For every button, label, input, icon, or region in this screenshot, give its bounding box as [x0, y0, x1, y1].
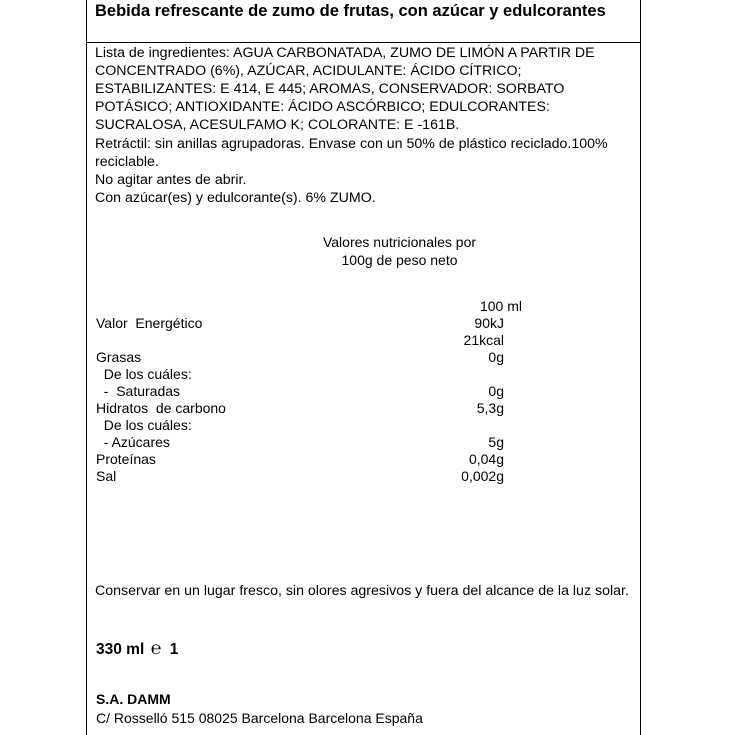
nutrition-row	[87, 451, 640, 468]
nutrient-label: - Saturadas	[96, 383, 181, 399]
product-label	[86, 0, 641, 735]
note-no-shake: No agitar antes de abrir.	[95, 172, 247, 188]
nutrient-label: Grasas	[96, 349, 142, 365]
nutrition-row	[87, 349, 640, 366]
nutrient-value: 90kJ	[474, 315, 504, 331]
nutrient-label: Proteínas	[96, 451, 156, 467]
nutrient-label: De los cuáles:	[96, 417, 192, 433]
nutrition-row	[87, 332, 640, 349]
estimated-sign-icon: ℮	[150, 638, 162, 658]
nutrient-value: 0g	[488, 383, 504, 399]
nutrition-table	[87, 298, 640, 485]
nutrition-header-line2: 100g de peso neto	[341, 252, 458, 268]
nutrient-value: 5g	[488, 434, 504, 450]
nutrition-header-line1: Valores nutricionales por	[322, 234, 477, 250]
nutrition-row	[87, 468, 640, 485]
company-name: S.A. DAMM	[96, 691, 171, 707]
note-packaging: Retráctil: sin anillas agrupadoras. Envase con un 50% de plástico reciclado.100% reciclable.	[95, 136, 608, 170]
nutrition-column-header: 100 ml	[479, 298, 522, 314]
volume-amount: 330 ml	[96, 641, 145, 658]
nutrient-value: 21kcal	[463, 332, 504, 348]
nutrition-row	[87, 417, 640, 434]
nutrient-label: - Azúcares	[96, 434, 170, 450]
product-title: Bebida refrescante de zumo de frutas, con azúcar y edulcorantes	[95, 2, 606, 20]
nutrition-row	[87, 400, 640, 417]
nutrition-row	[87, 315, 640, 332]
nutrition-header	[87, 233, 712, 269]
nutrition-row	[87, 366, 640, 383]
nutrient-value: 0,04g	[468, 451, 504, 467]
nutrient-value: 5,3g	[476, 400, 504, 416]
divider	[87, 42, 640, 43]
ingredients-list: Lista de ingredientes: AGUA CARBONATADA, ZUMO DE LIMÓN A PARTIR DE CONCENTRADO (6%), AZÚCAR, ACIDULANTE: ÁCIDO CÍTRICO; ESTABILIZANTES: E 414, E 445; AROMAS, CONSERVADOR: SORBATO POTÁSICO; ANTIOXIDANTE: ÁCIDO ASCÓRBICO; EDULCORANTES: SUCRALOSA, ACESULFAMO K; COLORANTE: E -161B.	[95, 45, 595, 133]
nutrition-row	[87, 383, 640, 400]
nutrition-column-header-row	[87, 298, 640, 315]
net-volume	[96, 639, 178, 659]
nutrition-row	[87, 434, 640, 451]
company-address: C/ Rosselló 515 08025 Barcelona Barcelona España	[96, 710, 423, 726]
company-info	[96, 690, 423, 728]
nutrient-value: 0g	[488, 349, 504, 365]
notes	[87, 135, 640, 207]
nutrient-label: Valor Energético	[96, 315, 203, 331]
nutrient-label: Sal	[96, 468, 117, 484]
note-sweeteners: Con azúcar(es) y edulcorante(s). 6% ZUMO.	[95, 190, 376, 206]
storage-instructions: Conservar en un lugar fresco, sin olores agresivos y fuera del alcance de la luz solar.	[95, 583, 629, 599]
unit-count: 1	[169, 641, 179, 658]
nutrient-label: De los cuáles:	[96, 366, 192, 382]
nutrient-label: Hidratos de carbono	[96, 400, 226, 416]
nutrient-value: 0,002g	[461, 468, 504, 484]
